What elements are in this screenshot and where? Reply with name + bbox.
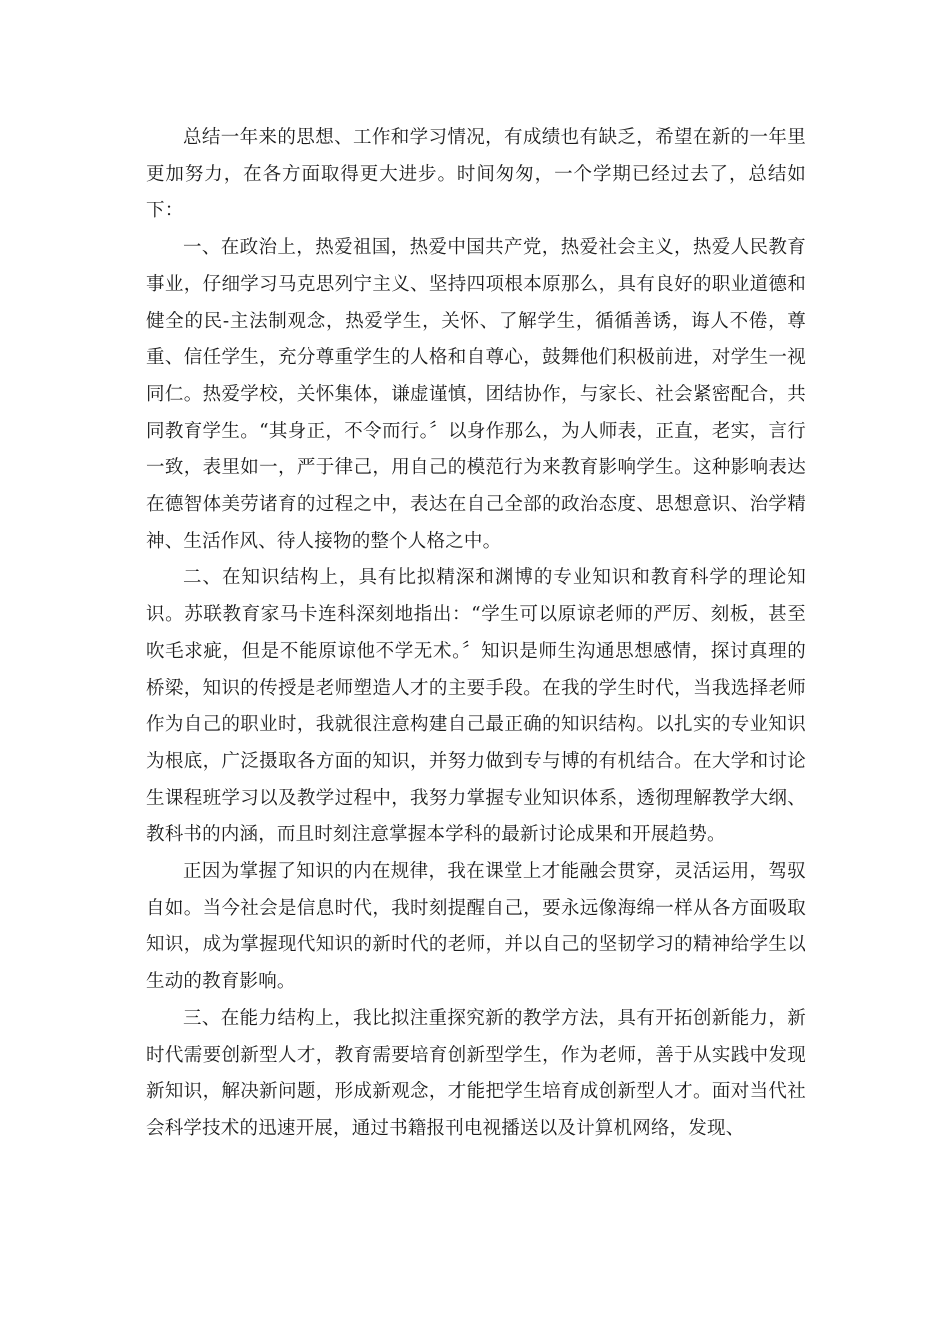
paragraph-summary-intro: 总结一年来的思想、工作和学习情况，有成绩也有缺乏，希望在新的一年里更加努力，在各方面取得更大进步。时间匆匆，一个学期已经过去了，总结如下： [146,127,806,222]
paragraph-knowledge-application: 正因为掌握了知识的内在规律，我在课堂上才能融会贯穿，灵活运用，驾驭自如。当今社会是信息时代，我时刻提醒自己，要永远像海绵一样从各方面吸取知识，成为掌握现代知识的新时代的老师，并以自己的坚韧学习的精神给学生以生动的教育影响。 [146,861,806,993]
paragraph-politics: 一、在政治上，热爱祖国，热爱中国共产党，热爱社会主义，热爱人民教育事业，仔细学习马克思列宁主义、坚持四项根本原那么，具有良好的职业道德和健全的民-主法制观念，热爱学生，关怀、了解学生，循循善诱，诲人不倦，尊重、信任学生，充分尊重学生的人格和自尊心，鼓舞他们积极前进，对学生一视同仁。热爱学校，关怀集体，谦虚谨慎，团结协作，与家长、社会紧密配合，共同教育学生。“其身正，不令而行。〞以身作那么，为人师表，正直，老实，言行一致，表里如一，严于律己，用自己的模范行为来教育影响学生。这种影响表达在德智体美劳诸育的过程之中，表达在自己全部的政治态度、思想意识、治学精神、生活作风、待人接物的整个人格之中。 [146,237,806,552]
paragraph-ability-structure: 三、在能力结构上，我比拟注重探究新的教学方法，具有开拓创新能力，新时代需要创新型人才，教育需要培育创新型学生，作为老师，善于从实践中发现新知识，解决新问题，形成新观念，才能把学生培育成创新型人才。面对当代社会科学技术的迅速开展，通过书籍报刊电视播送以及计算机网络，发现、 [146,1007,806,1139]
document-body [146,120,806,1148]
paragraph-knowledge-structure: 二、在知识结构上，具有比拟精深和渊博的专业知识和教育科学的理论知识。苏联教育家马卡连科深刻地指出：“学生可以原谅老师的严厉、刻板，甚至吹毛求疵，但是不能原谅他不学无术。〞知识是师生沟通思想感情，探讨真理的桥梁，知识的传授是老师塑造人才的主要手段。在我的学生时代，当我选择老师作为自己的职业时，我就很注意构建自己最正确的知识结构。以扎实的专业知识为根底，广泛摄取各方面的知识，并努力做到专与博的有机结合。在大学和讨论生课程班学习以及教学过程中，我努力掌握专业知识体系，透彻理解教学大纲、教科书的内涵，而且时刻注意掌握本学科的最新讨论成果和开展趋势。 [146,567,806,846]
